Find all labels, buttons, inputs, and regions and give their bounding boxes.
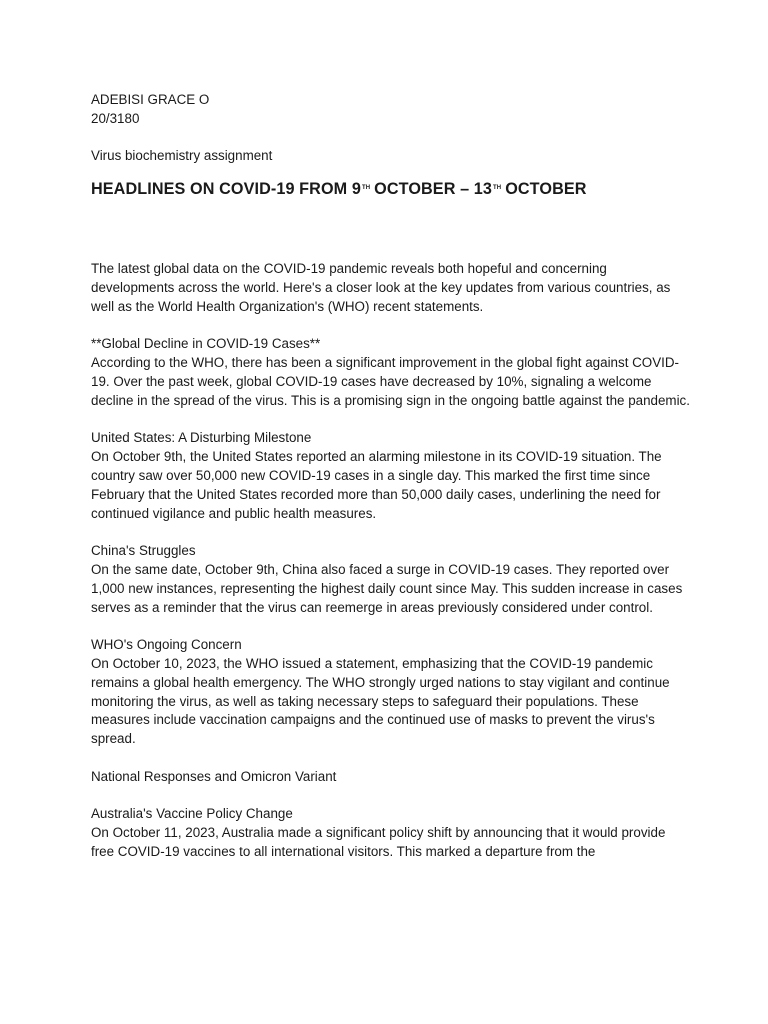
section-body: According to the WHO, there has been a significant improvement in the global fight against COVID-19. Over the past week, global COVID-19 cases have decreased by 10%, signaling a welcome decline in the spread of the virus. This is a promising sign in the ongoing battle against the pandemic.	[91, 355, 690, 408]
section-china	[91, 542, 691, 617]
title-superscript-1: TH	[361, 185, 371, 192]
section-body: On October 10, 2023, the WHO issued a statement, emphasizing that the COVID-19 pandemic remains a global health emergency. The WHO strongly urged nations to stay vigilant and continue monitoring the virus, as well as taking necessary steps to safeguard their populations. These measures include vaccination campaigns and the continued use of masks to prevent the virus's spread.	[91, 655, 670, 747]
title-part-3: OCTOBER	[505, 180, 587, 199]
section-united-states	[91, 429, 691, 523]
section-global-decline	[91, 335, 691, 410]
section-who-concern	[91, 636, 691, 749]
section-body: On October 11, 2023, Australia made a significant policy shift by announcing that it would provide free COVID-19 vaccines to all international visitors. This marked a departure from the	[91, 825, 666, 859]
matric-number: 20/3180	[91, 110, 140, 126]
page-title	[91, 177, 691, 200]
author-name: ADEBISI GRACE O	[91, 92, 210, 107]
section-body: On the same date, October 9th, China also faced a surge in COVID-19 cases. They reported over 1,000 new instances, representing the highest daily count since May. This sudden increase in cases serves as a reminder that the virus can reemerge in areas previously considered under control.	[91, 561, 683, 615]
spacer	[91, 129, 691, 148]
document-content	[91, 91, 691, 880]
section-title: **Global Decline in COVID-19 Cases**	[91, 336, 321, 352]
intro-paragraph: The latest global data on the COVID-19 pandemic reveals both hopeful and concerning developments across the world. Here's a closer look at the key updates from various countries, as well as the World Health Organization's (WHO) recent statements.	[91, 261, 671, 314]
section-body: On October 9th, the United States reported an alarming milestone in its COVID-19 situation. The country saw over 50,000 new COVID-19 cases in a single day. This marked the first time since February that the United States recorded more than 50,000 daily cases, underlining the need for continued vigilance and public health measures.	[91, 449, 662, 521]
section-title: WHO's Ongoing Concern	[91, 637, 242, 653]
subheading-national-responses: National Responses and Omicron Variant	[91, 768, 337, 784]
title-superscript-2: TH	[493, 185, 502, 192]
course-title: Virus biochemistry assignment	[91, 148, 273, 164]
spacer	[91, 200, 691, 260]
section-australia	[91, 805, 691, 861]
section-title: United States: A Disturbing Milestone	[91, 430, 312, 446]
title-part-1: HEADLINES ON COVID-19 FROM 9	[91, 180, 361, 199]
section-title: China's Struggles	[91, 543, 196, 559]
title-part-2: OCTOBER – 13	[374, 180, 492, 199]
section-title: Australia's Vaccine Policy Change	[91, 806, 293, 822]
